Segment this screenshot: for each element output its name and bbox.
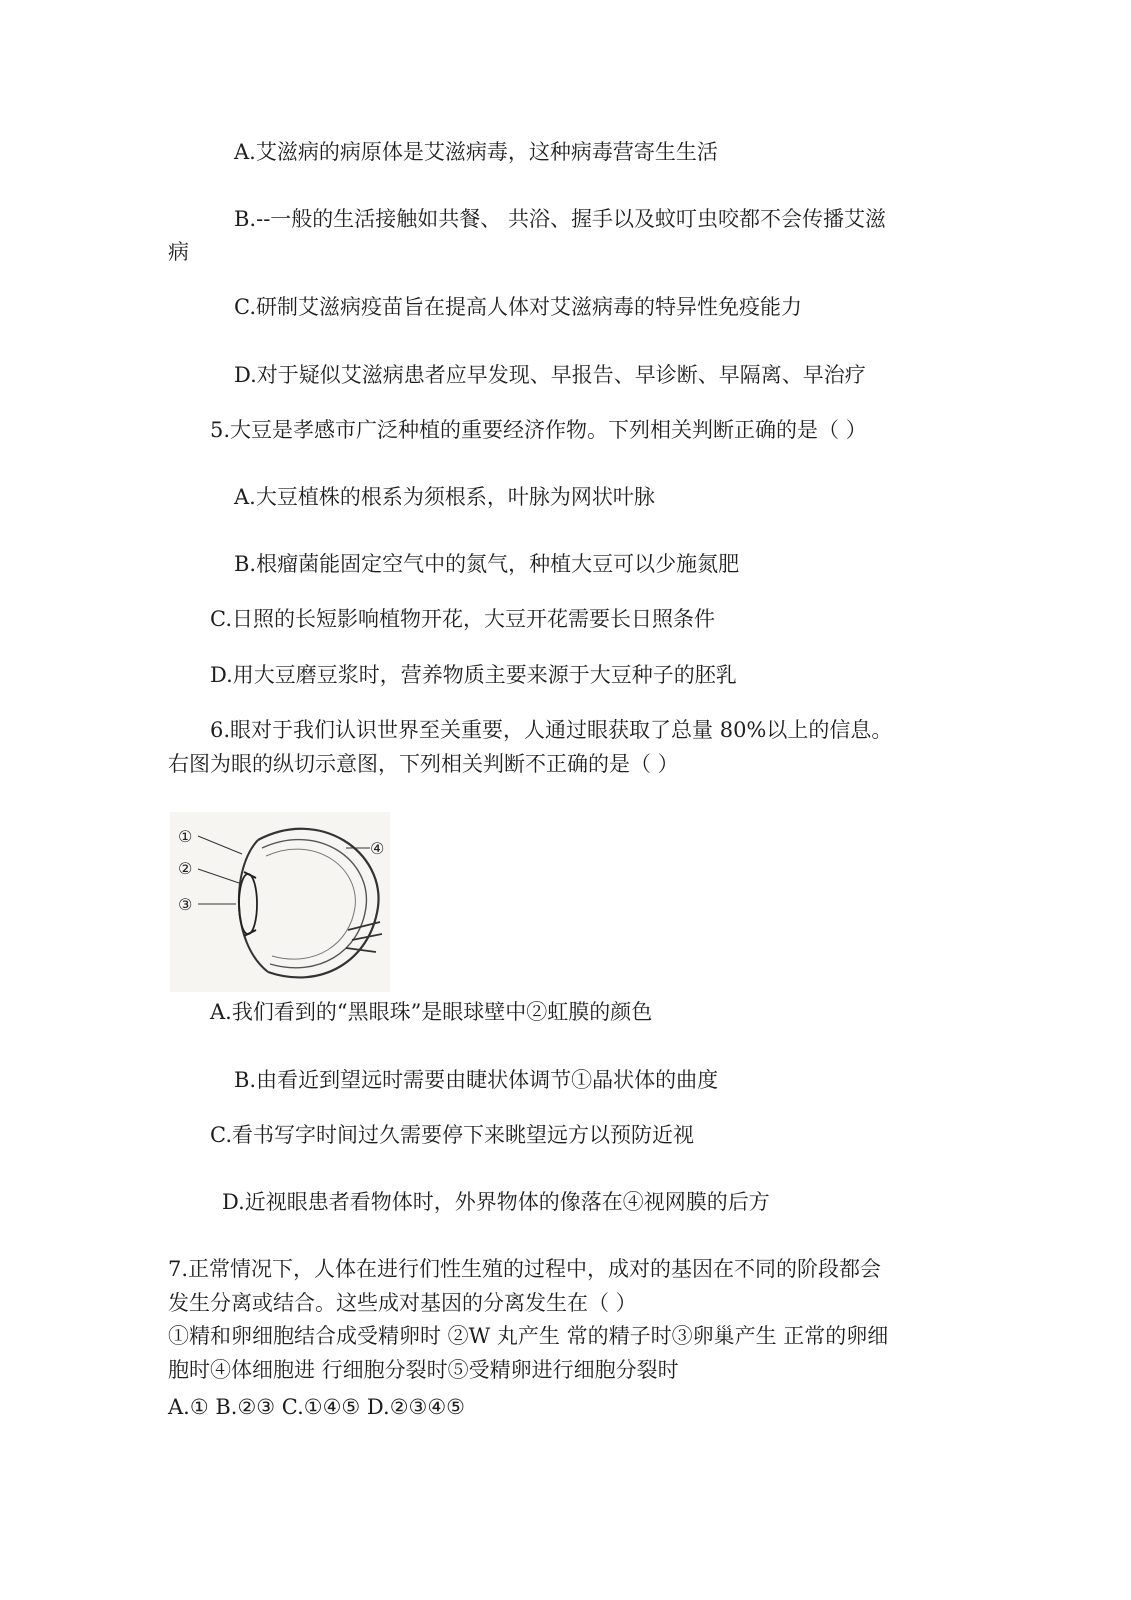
- q7-items-line2: 胞时④体细胞进 行细胞分裂时⑤受精卵进行细胞分裂时: [168, 1358, 679, 1382]
- q6-option-a: A.我们看到的“黑眼珠”是眼球壁中②虹膜的颜色: [210, 1000, 653, 1024]
- q5-option-c: C.日照的长短影响植物开花，大豆开花需要长日照条件: [210, 607, 715, 631]
- eye-diagram: [170, 812, 390, 992]
- figure-background: [170, 812, 390, 992]
- q5-option-a: A.大豆植株的根系为须根系，叶脉为网状叶脉: [234, 485, 655, 509]
- q6-option-c: C.看书写字时间过久需要停下来眺望远方以预防近视: [210, 1123, 694, 1147]
- q6-stem-line1: 6.眼对于我们认识世界至关重要，人通过眼获取了总量 80%以上的信息。: [210, 718, 893, 742]
- q7-choices: A.① B.②③ C.①④⑤ D.②③④⑤: [168, 1395, 465, 1419]
- q5-option-d: D.用大豆磨豆浆时，营养物质主要来源于大豆种子的胚乳: [210, 663, 737, 687]
- q5-stem: 5.大豆是孝感市广泛种植的重要经济作物。下列相关判断正确的是（ ）: [210, 418, 867, 442]
- q6-option-d: D.近视眼患者看物体时，外界物体的像落在④视网膜的后方: [222, 1190, 770, 1214]
- q4-option-b-line1: B.--一般的生活接触如共餐、 共浴、握手以及蚊叮虫咬都不会传播艾滋: [234, 207, 886, 231]
- q4-option-b-line2: 病: [168, 240, 189, 264]
- eye-diagram-svg: [170, 812, 390, 992]
- q4-option-a: A.艾滋病的病原体是艾滋病毒，这种病毒营寄生生活: [234, 140, 718, 164]
- q5-option-b: B.根瘤菌能固定空气中的氮气，种植大豆可以少施氮肥: [234, 552, 740, 576]
- q7-items-line1: ①精和卵细胞结合成受精卵时 ②W 丸产生 常的精子时③卵巢产生 正常的卵细: [168, 1324, 889, 1348]
- q4-option-d: D.对于疑似艾滋病患者应早发现、早报告、早诊断、早隔离、早治疗: [234, 363, 866, 387]
- label-4: ④: [370, 839, 385, 858]
- q6-option-b: B.由看近到望远时需要由睫状体调节①晶状体的曲度: [234, 1068, 719, 1092]
- q6-stem-line2: 右图为眼的纵切示意图，下列相关判断不正确的是（ ）: [168, 752, 679, 776]
- q4-option-c: C.研制艾滋病疫苗旨在提高人体对艾滋病毒的特异性免疫能力: [234, 295, 802, 319]
- label-1: ①: [178, 827, 193, 846]
- label-3: ③: [178, 895, 193, 914]
- q7-stem-line1: 7.正常情况下，人体在进行们性生殖的过程中，成对的基因在不同的阶段都会: [168, 1257, 882, 1281]
- label-2: ②: [178, 859, 193, 878]
- q7-stem-line2: 发生分离或结合。这些成对基因的分离发生在（ ）: [168, 1291, 637, 1315]
